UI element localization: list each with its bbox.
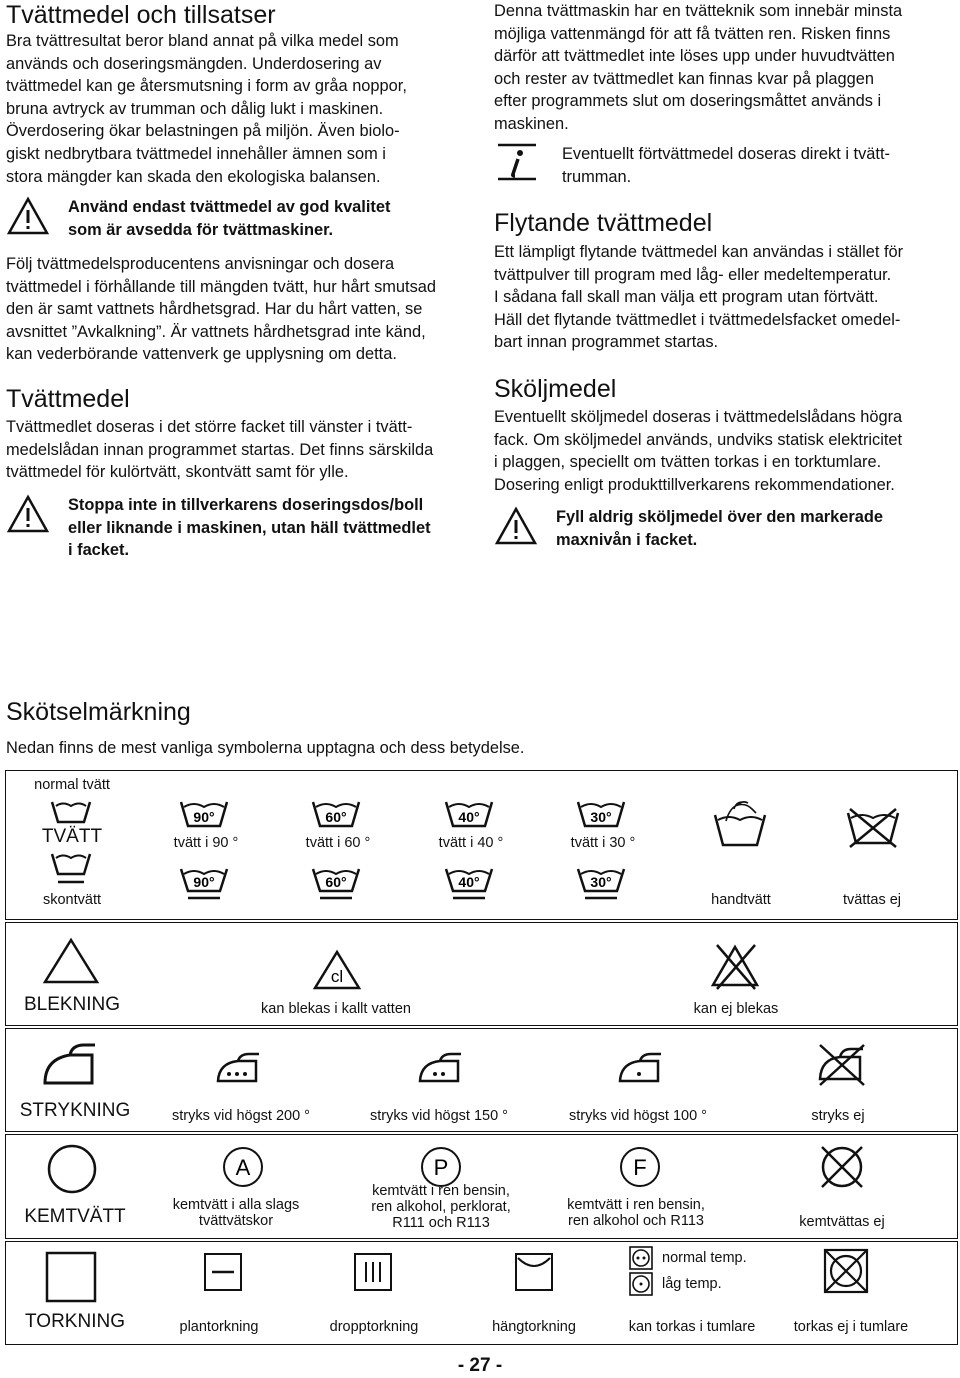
text-line: bruna avtryck av trumman och dålig lukt i maskinen. [6,99,384,118]
warning-icon [6,494,50,534]
technique-paragraph [494,0,956,136]
info-icon [494,143,540,181]
section-heading-detergent: Tvättmedel [6,385,130,413]
svg-text:A: A [235,1155,251,1180]
iron-low-label: stryks vid högst 100 ° [569,1108,707,1124]
wash-40-label: tvätt i 40 ° [438,835,504,851]
no-tumble-label: torkas ej i tumlare [793,1319,909,1335]
bleach-cold-label: kan blekas i kallt vatten [261,1001,411,1017]
wash-90-icon [179,799,229,829]
care-row-bleach [5,922,958,1026]
softener-paragraph [494,406,956,496]
text-line: tvättmedel i förhållande till mängden tvätt, hur hårt smutsad [6,277,437,296]
liquid-paragraph [494,241,956,354]
text-line: efter programmets slut om doseringsmåttet används i [494,92,882,111]
text-line: eller liknande i maskinen, utan häll tvättmedlet [68,518,431,537]
svg-text:40°: 40° [458,809,480,825]
no-iron-label: stryks ej [811,1108,865,1124]
text-line: kemtvätt i ren bensin, [567,1197,705,1213]
section-heading-detergents: Tvättmedel och tillsatser [6,1,276,29]
page-number: - 27 - [457,1355,503,1376]
text-line: Tvättmedlet doseras i det större facket till vänster i tvätt- [6,418,413,436]
no-bleach-icon [709,941,761,991]
text-line: kan vederbörande vattenverk ge upplysning om detta. [6,345,397,364]
tumble-label: kan torkas i tumlare [628,1319,756,1335]
text-line: i facket. [68,541,130,560]
text-line: I sådana fall skall man välja ett program utan förtvätt. [494,288,879,307]
text-line: Bra tvättresultat beror bland annat på vilka medel som [6,32,399,50]
wash-30-icon [576,799,626,829]
dryclean-f-icon [618,1145,662,1189]
text-line: i plaggen, speciellt om tvätten torkas i en torktumlare. [494,453,882,472]
text-line: kemtvätt i alla slags [172,1197,300,1213]
text-line: Följ tvättmedelsproducentens anvisningar och dosera [6,255,395,273]
iron-heading: STRYKNING [19,1100,131,1121]
text-line: som är avsedda för tvättmaskiner. [68,220,334,239]
text-line: bart innan programmet startas. [494,333,719,352]
text-line: används och doseringsmängden. Underdosering av [6,54,382,73]
warning-icon [6,196,50,236]
line-dry-label: hängtorkning [492,1319,576,1335]
intro-paragraph [6,30,476,188]
text-line: tvättvätskor [198,1213,274,1229]
no-tumble-icon [821,1246,871,1296]
wash-90-label: tvätt i 90 ° [173,835,239,851]
wash-30-gentle-icon [576,866,626,900]
iron-high-icon [216,1051,262,1085]
wash-60-gentle-icon [311,866,361,900]
wash-gentle-label: skontvätt [42,892,102,908]
text-line: tvättpulver till program med låg- eller medeltemperatur. [494,265,892,284]
tumble-normal-icon [629,1246,653,1270]
text-line: därför att tvättmedlet inte löses upp under huvudtvätten [494,47,895,66]
svg-text:40°: 40° [458,874,480,890]
text-line: Eventuellt förtvättmedel doseras direkt i tvätt- [562,145,890,163]
svg-text:90°: 90° [193,809,215,825]
text-line: tvättmedel för kulörtvätt, skontvätt samt för ylle. [6,463,349,482]
text-line: möjliga vattenmängd för att få tvätten ren. Risken finns [494,24,891,43]
wash-90-gentle-icon [179,866,229,900]
drip-dry-label: dropptorkning [329,1319,419,1335]
text-line: maskinen. [494,114,569,133]
tumble-low-icon [629,1272,653,1296]
text-line: Stoppa inte in tillverkarens doseringsdos/boll [68,496,424,514]
text-line: Dosering enligt produkttillverkarens rekommendationer. [494,475,895,494]
wash-30-label: tvätt i 30 ° [570,835,636,851]
text-line: Fyll aldrig sköljmedel över den markerade [556,508,884,526]
text-line: Använd endast tvättmedel av god kvalitet [68,198,391,216]
svg-text:30°: 30° [590,874,612,890]
text-line: den är samt vattnets hårdhetsgrad. Har du hårt vatten, se [6,300,423,319]
iron-medium-label: stryks vid högst 150 ° [370,1108,508,1124]
bleach-cl-icon [312,949,362,991]
tumble-low-label: låg temp. [662,1276,722,1292]
text-line: maxnivån i facket. [556,530,698,549]
dryclean-p-label [346,1183,536,1231]
flat-dry-icon [203,1252,243,1292]
svg-text:30°: 30° [590,809,612,825]
svg-text:P: P [433,1155,449,1180]
dryclean-a-label [156,1197,316,1229]
wash-tub-icon [50,799,92,825]
warning-softener [494,506,883,551]
care-row-drying [5,1241,958,1345]
no-dryclean-icon [816,1141,868,1193]
text-line: giskt nedbrytbara tvättmedel innehåller ämnen som i [6,144,386,163]
iron-low-icon [618,1051,664,1085]
text-line: ren alkohol, perklorat, [371,1199,511,1215]
care-row-dryclean [5,1134,958,1239]
care-intro: Nedan finns de mest vanliga symbolerna upptagna och dess betydelse. [6,739,525,757]
dryclean-a-icon [221,1145,265,1189]
wash-60-label: tvätt i 60 ° [305,835,371,851]
text-line: fack. Om sköljmedel används, undviks statisk elektricitet [494,430,903,449]
text-line: tvättmedel kan ge återsmutsning i form av gråa noppor, [6,77,407,96]
text-line: avsnittet ”Avkalkning”. Är vattnets hårdhetsgrad inte känd, [6,322,426,341]
svg-text:F: F [633,1155,647,1180]
section-heading-softener: Sköljmedel [494,375,617,403]
text-line: Eventuellt sköljmedel doseras i tvättmedelslådans högra [494,408,903,426]
tumble-normal-label: normal temp. [662,1250,747,1266]
flat-dry-label: plantorkning [179,1319,259,1335]
detergent-paragraph [6,416,476,484]
care-row-wash [5,770,958,920]
wash-60-icon [311,799,361,829]
text-line: ren alkohol och R113 [568,1213,704,1229]
text-line: Överdosering ökar belastningen på miljön. Även biolo- [6,122,400,141]
iron-high-label: stryks vid högst 200 ° [172,1108,310,1124]
no-wash-icon [844,807,902,849]
iron-icon [42,1041,100,1087]
wash-40-icon [444,799,494,829]
no-iron-icon [814,1041,870,1087]
drip-dry-icon [353,1252,393,1292]
iron-medium-icon [418,1051,464,1085]
wash-heading: TVÄTT [41,826,103,847]
text-line: medelslådan innan programmet startas. Det finns särskilda [6,440,434,459]
svg-text:cl: cl [330,967,344,986]
section-heading-liquid: Flytande tvättmedel [494,209,713,237]
warning-dosing-ball [6,494,431,562]
text-line: kemtvätt i ren bensin, [372,1183,510,1199]
text-line: Denna tvättmaskin har en tvätteknik som innebär minsta [494,2,903,20]
svg-text:90°: 90° [193,874,215,890]
dryclean-circle-icon [46,1143,98,1195]
text-line: Häll det flytande tvättmedlet i tvättmedelsfacket omedel- [494,310,901,329]
no-bleach-label: kan ej blekas [693,1001,779,1017]
no-dryclean-label: kemtvättas ej [799,1214,885,1230]
wash-normal-label: normal tvätt [34,777,110,793]
text-line: stora mängder kan skada den ekologiska balansen. [6,167,381,186]
hand-wash-label: handtvätt [711,892,771,908]
care-row-iron [5,1028,958,1132]
drying-heading: TORKNING [25,1311,125,1332]
svg-text:60°: 60° [325,809,347,825]
no-wash-label: tvättas ej [842,892,902,908]
text-line: och rester av tvättmedlet kan finnas kvar på plaggen [494,69,874,88]
warning-quality [6,196,390,241]
warning-icon [494,506,538,546]
wash-40-gentle-icon [444,866,494,900]
dryclean-f-label [546,1197,726,1229]
wash-gentle-icon [50,851,92,885]
text-line: trumman. [562,167,632,186]
svg-text:60°: 60° [325,874,347,890]
dosing-paragraph [6,253,476,366]
section-heading-care-labels: Skötselmärkning [6,698,191,726]
text-line: Ett lämpligt flytande tvättmedel kan användas i stället för [494,243,904,261]
dryclean-heading: KEMTVÄTT [24,1206,126,1227]
bleach-heading: BLEKNING [23,994,121,1015]
hand-wash-icon [712,799,768,849]
info-prewash [494,143,890,188]
drying-square-icon [44,1250,98,1304]
line-dry-icon [514,1252,554,1292]
text-line: R111 och R113 [392,1215,490,1231]
bleach-triangle-icon [42,937,100,985]
